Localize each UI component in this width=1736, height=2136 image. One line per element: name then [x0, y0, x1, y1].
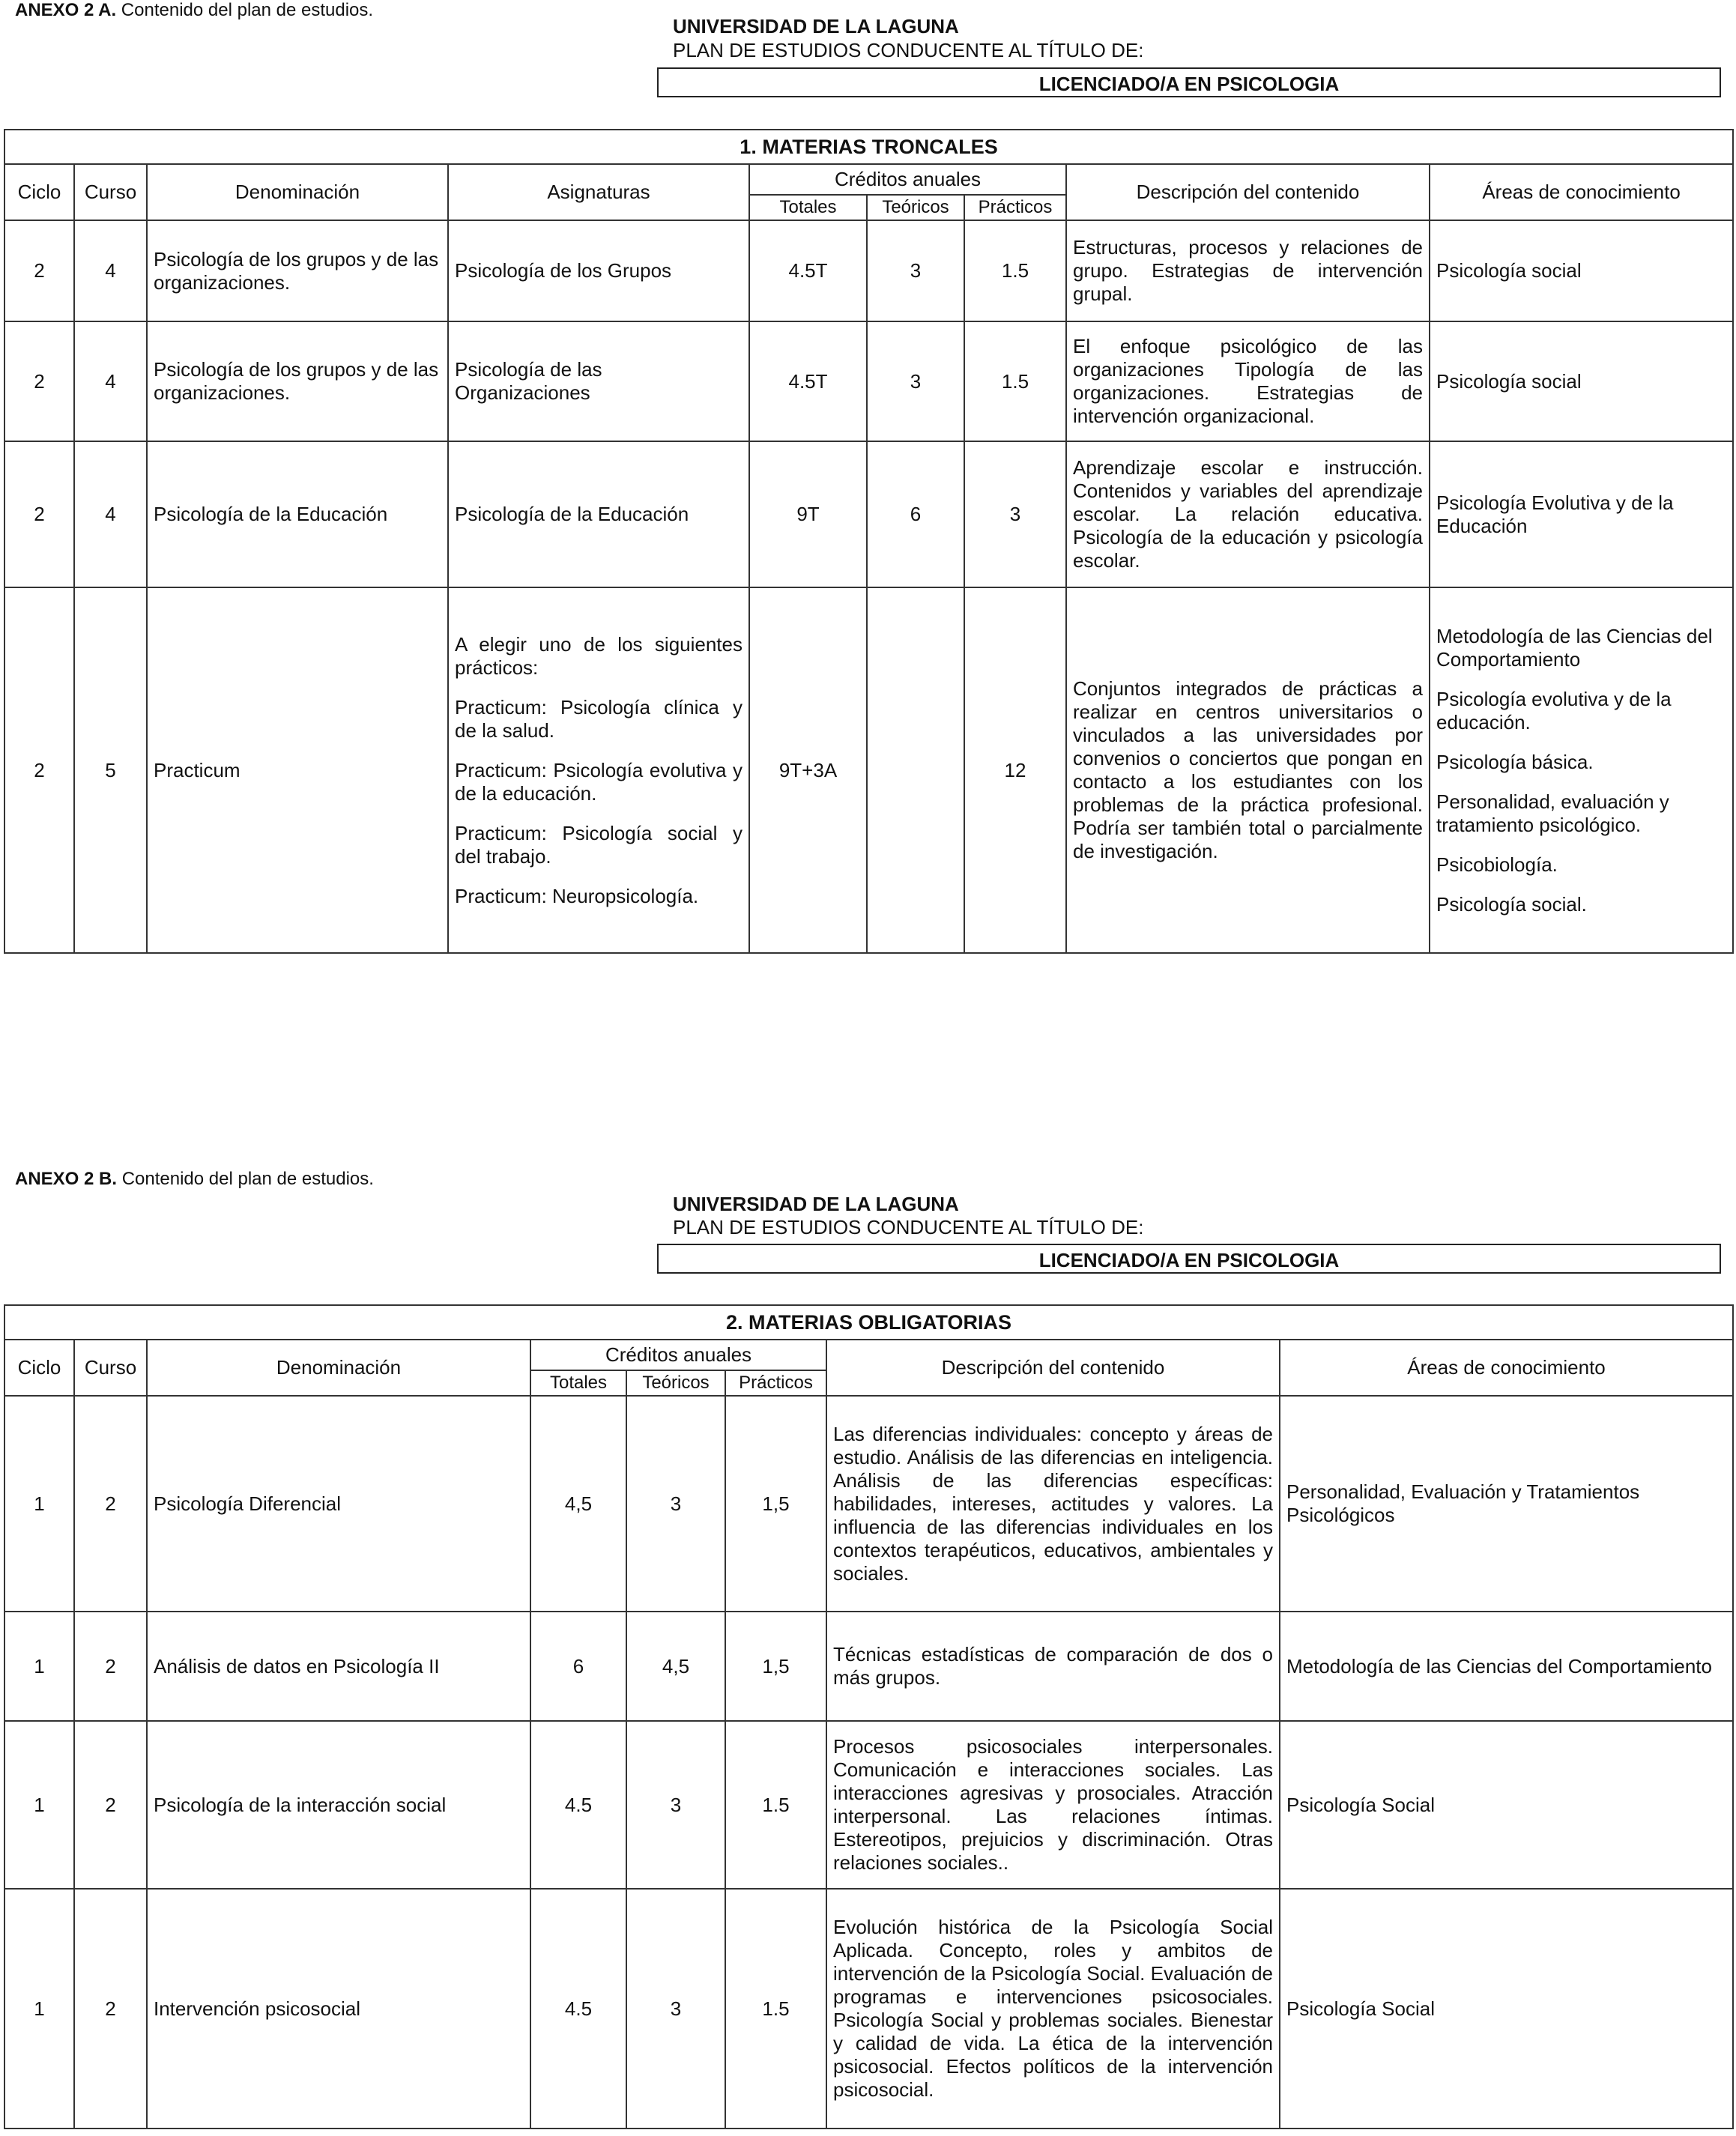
table-row — [4, 1721, 1733, 1889]
cell-curso: 2 — [74, 1612, 147, 1721]
cell-practicos: 1.5 — [725, 1721, 826, 1889]
header-practicos: Prácticos — [964, 195, 1066, 220]
cell-ciclo: 2 — [4, 220, 74, 321]
area-item: Psicología básica. — [1436, 750, 1594, 773]
header-creditos: Créditos anuales — [749, 164, 1066, 195]
table-row — [4, 441, 1733, 587]
cell-curso: 4 — [74, 220, 147, 321]
cell-ciclo: 2 — [4, 321, 74, 441]
cell-curso: 5 — [74, 587, 147, 953]
cell-teoricos: 6 — [867, 441, 964, 587]
cell-curso: 2 — [74, 1721, 147, 1889]
university-name-a: UNIVERSIDAD DE LA LAGUNA — [673, 15, 959, 37]
anexo-b-heading — [15, 1169, 374, 1190]
cell-totales: 4.5T — [749, 321, 867, 441]
header-ciclo: Ciclo — [4, 1340, 74, 1396]
cell-descripcion: Las diferencias individuales: concepto y áreas de estudio. Análisis de las diferencias en inteligencia. Análisis de las diferencias específicas: habilidades, intereses, actitudes y valores. La influencia de las diferencias individuales en los contextos terapéuticos, educativos, ambientales y sociales. — [826, 1396, 1280, 1612]
table-row — [4, 587, 1733, 953]
table-row — [4, 321, 1733, 441]
cell-teoricos: 3 — [626, 1889, 725, 2129]
cell-descripcion: El enfoque psicológico de las organizaciones Tipología de las organizaciones. Estrategias de intervención organizacional. — [1066, 321, 1430, 441]
cell-areas: Psicología Social — [1280, 1721, 1733, 1889]
cell-practicos: 12 — [964, 587, 1066, 953]
plan-title-a: PLAN DE ESTUDIOS CONDUCENTE AL TÍTULO DE: — [673, 39, 1144, 61]
cell-ciclo: 2 — [4, 441, 74, 587]
cell-totales: 4.5 — [530, 1889, 626, 2129]
header-denominacion: Denominación — [147, 1340, 530, 1396]
header-totales: Totales — [749, 195, 867, 220]
cell-practicos: 1.5 — [725, 1889, 826, 2129]
cell-asignaturas: Psicología de la Educación — [448, 441, 749, 587]
cell-curso: 4 — [74, 321, 147, 441]
cell-areas — [1430, 587, 1733, 953]
cell-descripcion: Procesos psicosociales interpersonales. Comunicación e interacciones sociales. Las interacciones agresivas y prosociales. Atracción interpersonal. Las relaciones íntimas. Estereotipos, prejuicios y discriminación. Otras relaciones sociales.. — [826, 1721, 1280, 1889]
materias-troncales-table — [4, 129, 1734, 954]
cell-curso: 2 — [74, 1889, 147, 2129]
practicum-option: Practicum: Psicología social y del trabajo. — [455, 821, 743, 868]
cell-practicos: 1,5 — [725, 1396, 826, 1612]
cell-denominacion: Psicología Diferencial — [147, 1396, 530, 1612]
cell-denominacion: Psicología de los grupos y de las organizaciones. — [147, 321, 448, 441]
header-creditos: Créditos anuales — [530, 1340, 826, 1370]
cell-descripcion: Aprendizaje escolar e instrucción. Contenidos y variables del aprendizaje escolar. La relación educativa. Psicología de la educación y psicología escolar. — [1066, 441, 1430, 587]
cell-ciclo: 2 — [4, 587, 74, 953]
anexo-b-label: ANEXO 2 B. — [15, 1169, 118, 1189]
cell-asignaturas: Psicología de los Grupos — [448, 220, 749, 321]
degree-box-a: LICENCIADO/A EN PSICOLOGIA — [657, 67, 1721, 97]
cell-denominacion: Intervención psicosocial — [147, 1889, 530, 2129]
cell-teoricos: 3 — [626, 1396, 725, 1612]
university-name-b: UNIVERSIDAD DE LA LAGUNA — [673, 1193, 959, 1215]
cell-teoricos: 3 — [867, 220, 964, 321]
header-descripcion: Descripción del contenido — [826, 1340, 1280, 1396]
cell-teoricos: 4,5 — [626, 1612, 725, 1721]
cell-descripcion: Técnicas estadísticas de comparación de dos o más grupos. — [826, 1612, 1280, 1721]
cell-teoricos — [867, 587, 964, 953]
practicum-option: Practicum: Psicología clínica y de la salud. — [455, 695, 743, 742]
header-areas: Áreas de conocimiento — [1280, 1340, 1733, 1396]
cell-practicos: 3 — [964, 441, 1066, 587]
cell-areas: Psicología Evolutiva y de la Educación — [1430, 441, 1733, 587]
practicum-option: Practicum: Neuropsicología. — [455, 884, 699, 907]
header-areas: Áreas de conocimiento — [1430, 164, 1733, 220]
cell-ciclo: 1 — [4, 1721, 74, 1889]
area-item: Personalidad, evaluación y tratamiento psicológico. — [1436, 790, 1669, 836]
cell-ciclo: 1 — [4, 1889, 74, 2129]
anexo-b-subtitle: Contenido del plan de estudios. — [117, 1169, 374, 1189]
cell-totales: 4.5T — [749, 220, 867, 321]
header-ciclo: Ciclo — [4, 164, 74, 220]
header-curso: Curso — [74, 164, 147, 220]
cell-areas: Personalidad, Evaluación y Tratamientos Psicológicos — [1280, 1396, 1733, 1612]
table-row — [4, 220, 1733, 321]
cell-practicos: 1.5 — [964, 220, 1066, 321]
cell-totales: 4,5 — [530, 1396, 626, 1612]
table-row — [4, 1396, 1733, 1612]
materias-obligatorias-table — [4, 1304, 1734, 2129]
cell-curso: 4 — [74, 441, 147, 587]
cell-areas: Metodología de las Ciencias del Comportamiento — [1280, 1612, 1733, 1721]
area-item: Psicobiología. — [1436, 853, 1558, 876]
cell-denominacion: Practicum — [147, 587, 448, 953]
cell-totales: 9T+3A — [749, 587, 867, 953]
table-title: 1. MATERIAS TRONCALES — [4, 130, 1733, 164]
cell-areas: Psicología social — [1430, 321, 1733, 441]
table-row — [4, 1612, 1733, 1721]
plan-title-b: PLAN DE ESTUDIOS CONDUCENTE AL TÍTULO DE: — [673, 1216, 1144, 1238]
cell-denominacion: Psicología de la Educación — [147, 441, 448, 587]
cell-ciclo: 1 — [4, 1396, 74, 1612]
header-descripcion: Descripción del contenido — [1066, 164, 1430, 220]
cell-asignaturas: Psicología de las Organizaciones — [448, 321, 749, 441]
anexo-a-subtitle: Contenido del plan de estudios. — [116, 0, 374, 20]
cell-practicos: 1.5 — [964, 321, 1066, 441]
cell-curso: 2 — [74, 1396, 147, 1612]
cell-asignaturas — [448, 587, 749, 953]
table-row — [4, 1889, 1733, 2129]
header-teoricos: Teóricos — [867, 195, 964, 220]
header-asignaturas: Asignaturas — [448, 164, 749, 220]
cell-denominacion: Psicología de la interacción social — [147, 1721, 530, 1889]
cell-teoricos: 3 — [626, 1721, 725, 1889]
header-teoricos: Teóricos — [626, 1370, 725, 1396]
cell-teoricos: 3 — [867, 321, 964, 441]
cell-totales: 4.5 — [530, 1721, 626, 1889]
header-practicos: Prácticos — [725, 1370, 826, 1396]
cell-descripcion: Evolución histórica de la Psicología Social Aplicada. Concepto, roles y ambitos de intervención de la Psicología Social. Evaluación de programas e intervenciones psicosociales. Psicología Social y problemas sociales. Bienestar y calidad de vida. La ética de la intervención psicosocial. Efectos políticos de la intervención psicosocial. — [826, 1889, 1280, 2129]
cell-totales: 9T — [749, 441, 867, 587]
cell-ciclo: 1 — [4, 1612, 74, 1721]
area-item: Metodología de las Ciencias del Comportamiento — [1436, 624, 1713, 671]
cell-denominacion: Psicología de los grupos y de las organizaciones. — [147, 220, 448, 321]
area-item: Psicología evolutiva y de la educación. — [1436, 687, 1672, 733]
header-denominacion: Denominación — [147, 164, 448, 220]
cell-totales: 6 — [530, 1612, 626, 1721]
cell-descripcion: Conjuntos integrados de prácticas a realizar en centros universitarios o vinculados a las universidades por convenios o conciertos que pongan en contacto a los estudiantes con los problemas de la práctica profesional. Podría ser también total o parcialmente de investigación. — [1066, 587, 1430, 953]
cell-areas: Psicología social — [1430, 220, 1733, 321]
cell-denominacion: Análisis de datos en Psicología II — [147, 1612, 530, 1721]
anexo-a-heading — [15, 0, 373, 21]
header-curso: Curso — [74, 1340, 147, 1396]
practicum-option: A elegir uno de los siguientes prácticos: — [455, 632, 743, 679]
degree-box-b: LICENCIADO/A EN PSICOLOGIA — [657, 1244, 1721, 1274]
cell-practicos: 1,5 — [725, 1612, 826, 1721]
header-totales: Totales — [530, 1370, 626, 1396]
practicum-option: Practicum: Psicología evolutiva y de la educación. — [455, 758, 743, 805]
table-title: 2. MATERIAS OBLIGATORIAS — [4, 1305, 1733, 1340]
cell-areas: Psicología Social — [1280, 1889, 1733, 2129]
area-item: Psicología social. — [1436, 892, 1587, 916]
cell-descripcion: Estructuras, procesos y relaciones de grupo. Estrategias de intervención grupal. — [1066, 220, 1430, 321]
anexo-a-label: ANEXO 2 A. — [15, 0, 117, 20]
